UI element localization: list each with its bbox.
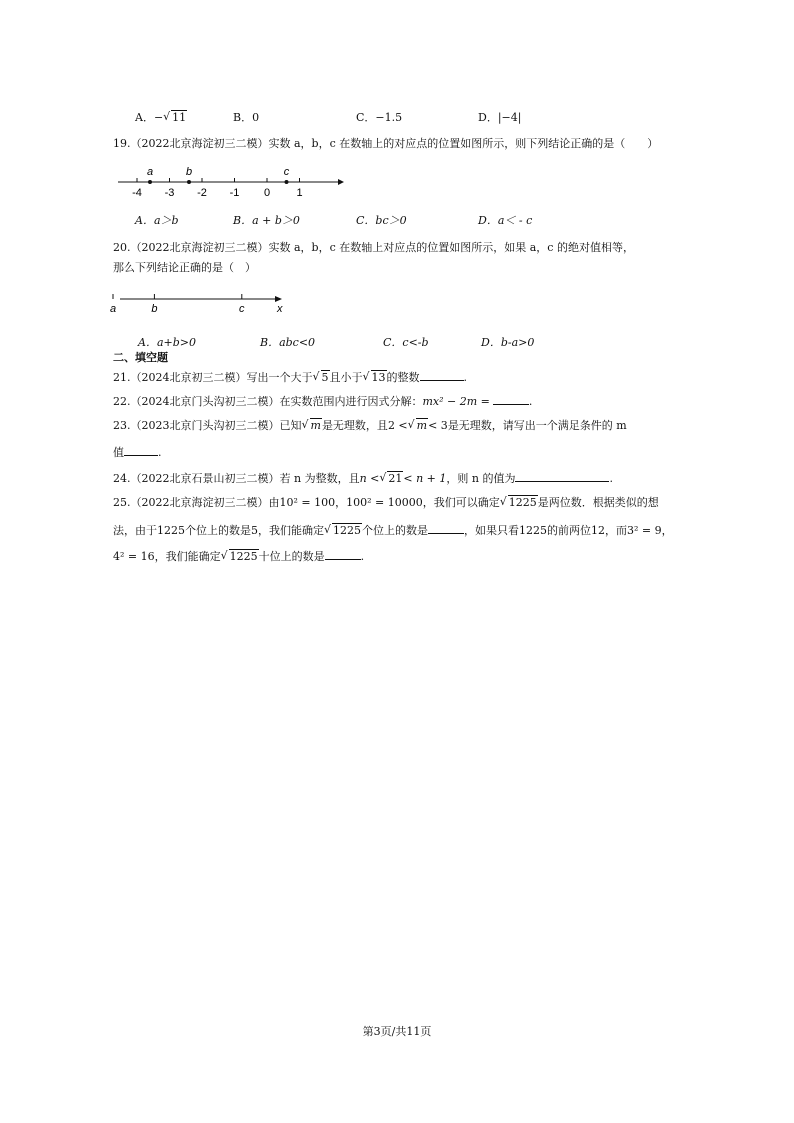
q20-stem-line1: 20.（2022北京海淀初三二模）实数 a，b，c 在数轴上对应点的位置如图所示，如果 a，c 的绝对值相等， [113, 241, 634, 254]
option-label: C． [356, 111, 376, 124]
q25-text: 个位上的数是 [362, 524, 428, 537]
q25-line3: 4² = 16，我们能确定√ 1225十位上的数是 . [113, 548, 364, 564]
option-label: B． [233, 111, 253, 124]
q24-ineq-left: n < [359, 472, 380, 485]
option-sign: − [153, 111, 164, 124]
point-c [285, 180, 289, 184]
q23-text: 值 [113, 446, 124, 459]
q20-option-a: A．a+b>0 [138, 336, 196, 349]
q24-text: 24.（2022北京石景山初三二模）若 n 为整数，且 [113, 472, 360, 485]
q25-text: ，如果只看1225的前两位12，而 [464, 524, 627, 537]
radicand: 1225 [508, 496, 537, 509]
q23-text: 是无理数，请写出一个满足条件的 m [447, 419, 627, 432]
q20-option-c: C．c<-b [383, 336, 429, 349]
sqrt-sign [379, 472, 403, 486]
sqrt-sign [163, 111, 187, 125]
q22 [113, 393, 532, 409]
q25-eq: 3² = 9 [627, 524, 662, 537]
q25-line2: 法，由于1225个位上的数是5，我们能确定√ 1225个位上的数是 ，如果只看1225的前两位12，而3² = 9， [113, 522, 673, 538]
sqrt-sign [313, 371, 330, 385]
answer-blank[interactable] [493, 393, 529, 405]
q18-option-c [356, 111, 402, 125]
q25-text: 是两位数．根据类似的想 [537, 496, 659, 509]
section-title-fill-blank: 二、填空题 [113, 351, 168, 364]
option-label: D． [478, 111, 498, 124]
q19-option-c: C．bc＞0 [356, 214, 407, 227]
radicand: 1225 [333, 524, 361, 537]
axis-tick-label: -3 [164, 187, 175, 199]
q19-stem: 19.（2022北京海淀初三二模）实数 a，b，c 在数轴上的对应点的位置如图所示，则下列结论正确的是（ ） [113, 137, 659, 150]
q25-text: 25.（2022北京海淀初三二模）由 [113, 496, 280, 509]
axis-label-x: x [277, 303, 283, 315]
option-value: −1.5 [375, 111, 403, 124]
q25-eq: 10² = 100 [279, 496, 336, 509]
point-label-a: a [146, 166, 154, 178]
q22-expression: mx² − 2m = [422, 395, 490, 408]
q24-ineq-right: < n + 1 [403, 472, 447, 485]
q18-option-a [135, 111, 187, 125]
option-label: A． [135, 111, 154, 124]
answer-blank[interactable] [428, 522, 464, 534]
point-b [187, 180, 191, 184]
point-label-b: b [151, 303, 158, 315]
sqrt-sign [221, 550, 259, 564]
q24-text: ，则 n 的值为 [446, 472, 516, 485]
q23-text: 是无理数，且 [321, 419, 388, 432]
q20-stem-line2: 那么下列结论正确的是（ ） [113, 261, 256, 274]
axis-ticks [132, 178, 302, 199]
point-label-b: b [185, 166, 193, 178]
q20-number-line [109, 288, 295, 318]
sqrt-sign [363, 371, 387, 385]
q25-eq: 100² = 10000 [346, 496, 423, 509]
q21-text: 的整数 [386, 371, 420, 384]
q25-text: ，我们可以确定 [422, 496, 500, 509]
point-label-c: c [283, 166, 290, 178]
q22-period: . [528, 395, 533, 408]
q18-option-d [478, 111, 521, 125]
q25-sep: ， [335, 496, 347, 509]
sqrt-sign [324, 524, 362, 538]
answer-blank[interactable] [515, 470, 609, 482]
radicand: 13 [371, 371, 386, 384]
axis-points [110, 294, 245, 315]
radicand: 1225 [229, 550, 258, 563]
q21-text: 21.（2024北京初三二模）写出一个大于 [113, 371, 313, 384]
sqrt-sign [408, 419, 428, 433]
q19-option-d: D．a＜ - c [478, 214, 533, 227]
q23-ineq-right: < 3 [428, 419, 448, 432]
axis-tick-label: 1 [296, 187, 303, 199]
axis-arrow-icon [338, 179, 344, 185]
axis-tick-label: -4 [132, 187, 142, 199]
q23-line1 [113, 419, 627, 433]
axis-tick-label: 0 [263, 187, 271, 199]
q23-line2: 值 . [113, 446, 162, 459]
option-value: |−4| [497, 111, 522, 124]
q25-eq: 4² = 16 [113, 550, 155, 563]
axis-tick-label: -1 [229, 187, 240, 199]
option-value: 0 [252, 111, 260, 124]
q25-text: ，我们能确定 [154, 550, 221, 563]
point-label-c: c [239, 303, 245, 315]
answer-blank[interactable] [420, 369, 464, 381]
q24: 24.（2022北京石景山初三二模）若 n 为整数，且n <√ 21< n + 1，则 n 的值为 . [113, 470, 613, 486]
radicand: 11 [172, 111, 187, 124]
answer-blank[interactable] [325, 548, 361, 560]
point-label-a: a [109, 303, 117, 315]
q25-text: 十位上的数是 [258, 550, 325, 563]
q21: 21.（2024北京初三二模）写出一个大于√ 5且小于√ 13的整数 . [113, 369, 467, 385]
radicand: m [416, 419, 428, 432]
q23-text: 23.（2023北京门头沟初三二模）已知 [113, 419, 302, 432]
q21-text: 且小于 [329, 371, 363, 384]
sqrt-sign [302, 419, 322, 433]
radicand: 5 [321, 371, 329, 384]
sqrt-sign [500, 496, 538, 510]
q18-option-b [233, 111, 259, 125]
q25-line1 [113, 496, 659, 510]
q19-number-line [110, 160, 350, 202]
answer-blank[interactable] [124, 444, 158, 456]
q19-option-a: A．a＞b [135, 214, 179, 227]
q23-ineq-left: 2 < [387, 419, 408, 432]
radicand: m [310, 419, 321, 432]
q20-option-d: D．b-a>0 [481, 336, 535, 349]
page-footer: 第3页/共11页 [362, 1025, 432, 1038]
axis-arrow-icon [275, 296, 282, 302]
q25-text: 法，由于1225个位上的数是5，我们能确定 [113, 524, 324, 537]
axis-tick-label: -2 [197, 187, 207, 199]
q22-text: 22.（2024北京门头沟初三二模）在实数范围内进行因式分解： [113, 395, 423, 408]
radicand: 21 [388, 472, 403, 485]
q19-option-b: B．a + b＞0 [233, 214, 300, 227]
point-a [148, 180, 152, 184]
q20-option-b: B．abc<0 [260, 336, 316, 349]
axis-points [147, 166, 290, 184]
